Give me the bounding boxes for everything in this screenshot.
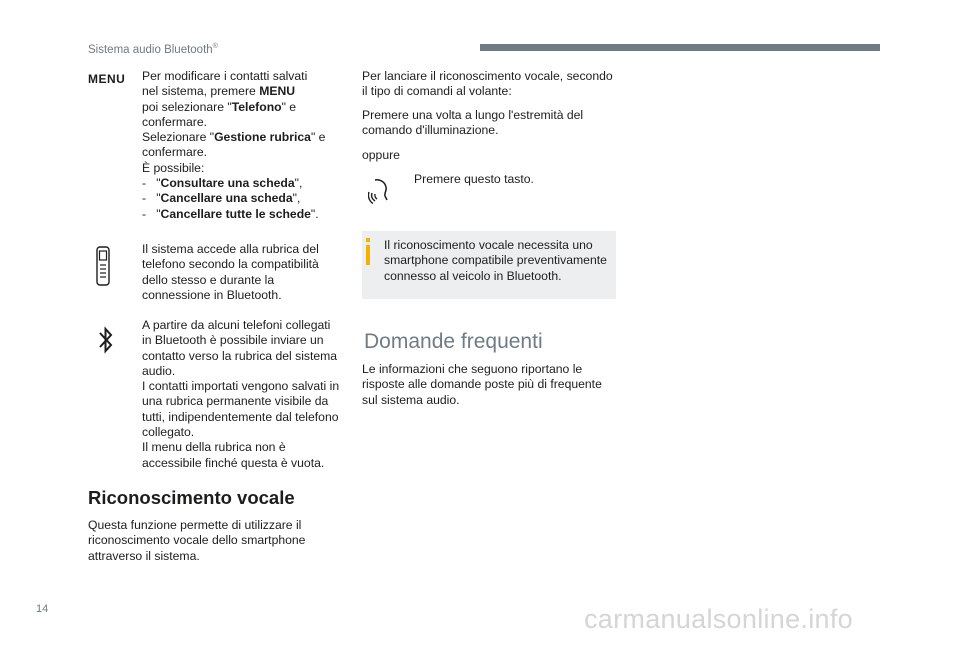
menu-key-icon: MENU — [88, 72, 126, 86]
info-text — [384, 238, 612, 284]
line: tutti, indipendentemente dal telefono — [142, 409, 339, 424]
running-header — [88, 39, 218, 58]
option — [142, 176, 342, 191]
text: " e — [281, 99, 297, 114]
key-telefono: Telefono — [231, 99, 282, 114]
line: in Bluetooth è possibile inviare un — [142, 333, 324, 348]
oppure-text: oppure — [362, 148, 400, 162]
line: connessione in Bluetooth. — [142, 287, 282, 302]
line — [142, 84, 342, 99]
line: Il riconoscimento vocale necessita uno — [384, 238, 593, 252]
voice-recognition-intro — [88, 518, 328, 564]
option-label: Cancellare tutte le schede — [160, 206, 311, 221]
line: comando d'illuminazione. — [362, 123, 499, 138]
line: attraverso il sistema. — [88, 548, 200, 563]
line: confermare. — [142, 145, 208, 160]
text: ", — [294, 176, 303, 191]
line: A partire da alcuni telefoni collegati — [142, 318, 331, 332]
menu-instructions — [142, 69, 342, 222]
line: risposte alle domande poste più di frequente — [362, 377, 602, 392]
phonebook-compat-text — [142, 242, 342, 303]
voice-command-icon — [368, 176, 396, 208]
line: Il menu della rubrica non è — [142, 440, 286, 455]
line: È possibile: — [142, 160, 205, 175]
line: dello stesso e durante la — [142, 272, 275, 287]
line — [142, 130, 342, 145]
info-icon — [366, 238, 370, 242]
line: Questa funzione permette di utilizzare il — [88, 518, 302, 532]
line: confermare. — [142, 114, 208, 129]
option — [142, 191, 342, 206]
header-bar — [480, 44, 880, 51]
voice-launch-text — [362, 69, 632, 100]
line: riconoscimento vocale dello smartphone — [88, 533, 306, 548]
line: I contatti importati vengono salvati in — [142, 379, 340, 394]
section-title-voice-recognition: Riconoscimento vocale — [88, 487, 295, 508]
line: smartphone compatibile preventivamente — [384, 253, 607, 268]
line: telefono secondo la compatibilità — [142, 257, 319, 272]
faq-intro — [362, 362, 632, 408]
text: nel sistema, premere — [142, 84, 260, 99]
line: collegato. — [142, 425, 195, 440]
bluetooth-icon — [98, 325, 114, 359]
text: - " — [142, 176, 161, 191]
line: Il sistema accede alla rubrica del — [142, 242, 319, 256]
line: Per modificare i contatti salvati — [142, 69, 308, 83]
line: sul sistema audio. — [362, 392, 460, 407]
line: connesso al veicolo in Bluetooth. — [384, 268, 562, 283]
option-label: Cancellare una scheda — [160, 191, 293, 206]
registered-mark: ® — [212, 43, 218, 50]
line: Per lanciare il riconoscimento vocale, secondo — [362, 69, 613, 83]
text: Selezionare " — [142, 130, 215, 145]
phone-icon — [96, 246, 110, 290]
key-menu: MENU — [259, 84, 296, 99]
key-gestione-rubrica: Gestione rubrica — [214, 130, 311, 145]
line: contatto verso la rubrica del sistema — [142, 348, 338, 363]
line: Premere una volta a lungo l'estremità del — [362, 108, 584, 122]
line — [142, 100, 342, 115]
option-label: Consultare una scheda — [160, 176, 295, 191]
text: - " — [142, 206, 161, 221]
text: ". — [310, 206, 319, 221]
option — [142, 207, 342, 222]
watermark: carmanualsonline.info — [584, 604, 853, 634]
running-header-text: Sistema audio Bluetooth — [88, 43, 213, 56]
section-title-faq: Domande frequenti — [364, 330, 543, 353]
press-button-text: Premere questo tasto. — [414, 172, 534, 186]
line: audio. — [142, 363, 176, 378]
text: ", — [292, 191, 301, 206]
text: - " — [142, 191, 161, 206]
lighting-stalk-text — [362, 108, 632, 139]
info-icon-stem — [366, 245, 370, 265]
bluetooth-contacts-text — [142, 318, 347, 471]
text: " e — [310, 130, 326, 145]
line: accessibile finché questa è vuota. — [142, 455, 325, 470]
line: il tipo di comandi al volante: — [362, 84, 512, 99]
line: Le informazioni che seguono riportano le — [362, 362, 583, 376]
line: una rubrica permanente visibile da — [142, 394, 329, 409]
text: poi selezionare " — [142, 99, 232, 114]
page-number: 14 — [36, 603, 49, 615]
